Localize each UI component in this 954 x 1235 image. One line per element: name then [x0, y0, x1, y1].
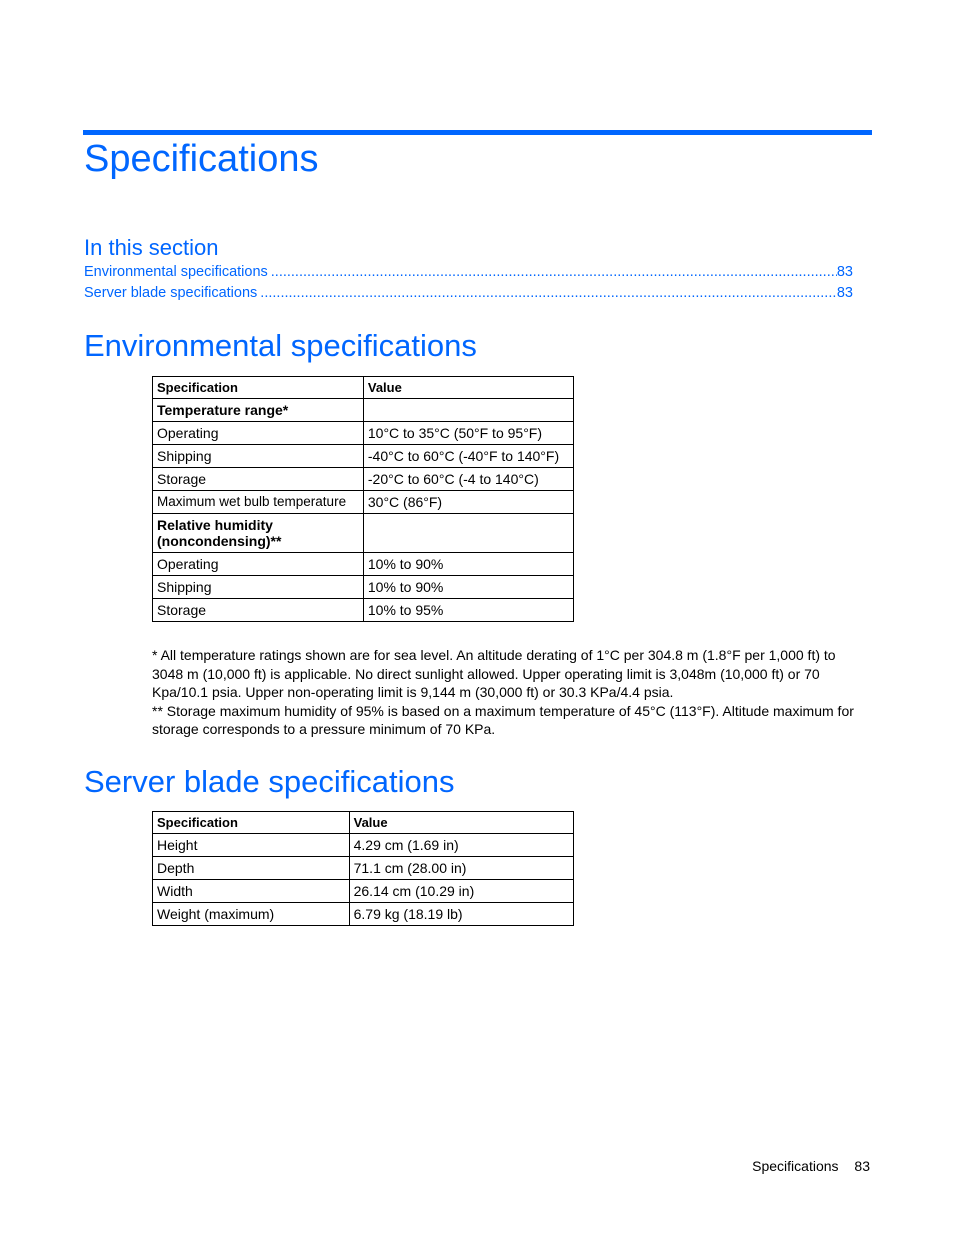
toc-leader: [257, 283, 837, 304]
server-blade-title: Server blade specifications: [84, 764, 455, 799]
table-header-row: [153, 377, 574, 399]
table-row: [153, 491, 574, 514]
spec-cell: Storage: [153, 599, 364, 622]
table-row: [153, 553, 574, 576]
value-cell: 10% to 90%: [363, 576, 573, 599]
page-footer: [752, 1158, 870, 1174]
spec-cell: Height: [153, 834, 350, 857]
table-row: [153, 857, 574, 880]
value-cell: 4.29 cm (1.69 in): [349, 834, 573, 857]
table-row: [153, 599, 574, 622]
spec-cell: Operating: [153, 422, 364, 445]
table-row: [153, 576, 574, 599]
spec-cell: Relative humidity (noncondensing)**: [153, 514, 364, 553]
value-cell: 10% to 95%: [363, 599, 573, 622]
toc-link-environmental[interactable]: [84, 262, 853, 283]
toc-link-label: Server blade specifications: [84, 285, 258, 301]
value-cell: -40°C to 60°C (-40°F to 140°F): [363, 445, 573, 468]
value-cell: 30°C (86°F): [363, 491, 573, 514]
table-row: [153, 834, 574, 857]
spec-cell: Weight (maximum): [153, 903, 350, 926]
spec-cell: Operating: [153, 553, 364, 576]
toc-list: [84, 262, 853, 304]
table-row: [153, 468, 574, 491]
table-header-row: [153, 812, 574, 834]
spec-cell: Width: [153, 880, 350, 903]
footnote-temperature: * All temperature ratings shown are for sea level. An altitude derating of 1°C per 304.8 m (1.8°F per 1,000 ft) to 3048 m (10,000 ft) is applicable. No direct sunlight allowed. Upper operating limit is 3,048m (10,000 ft) or 70 Kpa/10.1 psia. Upper non-operating limit is 9,144 m (30,000 ft) or 30.3 KPa/4.4 psia.: [152, 647, 836, 701]
column-header-value: Value: [349, 812, 573, 834]
value-cell: 6.79 kg (18.19 lb): [349, 903, 573, 926]
toc-link-server-blade[interactable]: [84, 283, 853, 304]
value-cell: -20°C to 60°C (-4 to 140°C): [363, 468, 573, 491]
spec-cell: Shipping: [153, 576, 364, 599]
table-row: [153, 903, 574, 926]
value-cell: 10% to 90%: [363, 553, 573, 576]
spec-cell: Storage: [153, 468, 364, 491]
column-header-specification: Specification: [153, 377, 364, 399]
chapter-rule: [83, 130, 872, 135]
table-row: [153, 422, 574, 445]
value-cell: 71.1 cm (28.00 in): [349, 857, 573, 880]
environmental-table: [152, 376, 574, 622]
footer-label: Specifications: [752, 1158, 839, 1174]
spec-cell: Depth: [153, 857, 350, 880]
chapter-title: Specifications: [84, 138, 319, 180]
table-row: [153, 514, 574, 553]
spec-cell: Maximum wet bulb temperature: [153, 491, 364, 514]
toc-leader: [268, 262, 837, 283]
footer-page-number: 83: [854, 1158, 870, 1174]
value-cell: [363, 514, 573, 553]
server-blade-table: [152, 811, 574, 926]
toc-page-number: 83: [836, 264, 853, 280]
toc-link-label: Environmental specifications: [84, 264, 268, 280]
spec-cell: Shipping: [153, 445, 364, 468]
value-cell: 26.14 cm (10.29 in): [349, 880, 573, 903]
environmental-title: Environmental specifications: [84, 328, 477, 363]
footnote-humidity: ** Storage maximum humidity of 95% is based on a maximum temperature of 45°C (113°F). Altitude maximum for storage corresponds to a pressure minimum of 70 KPa.: [152, 702, 854, 738]
toc-heading: In this section: [84, 235, 219, 260]
value-cell: [363, 399, 573, 422]
environmental-footnotes: [152, 646, 860, 739]
column-header-specification: Specification: [153, 812, 350, 834]
table-row: [153, 399, 574, 422]
toc-page-number: 83: [836, 285, 853, 301]
table-row: [153, 445, 574, 468]
column-header-value: Value: [363, 377, 573, 399]
spec-cell: Temperature range*: [153, 399, 364, 422]
table-row: [153, 880, 574, 903]
value-cell: 10°C to 35°C (50°F to 95°F): [363, 422, 573, 445]
